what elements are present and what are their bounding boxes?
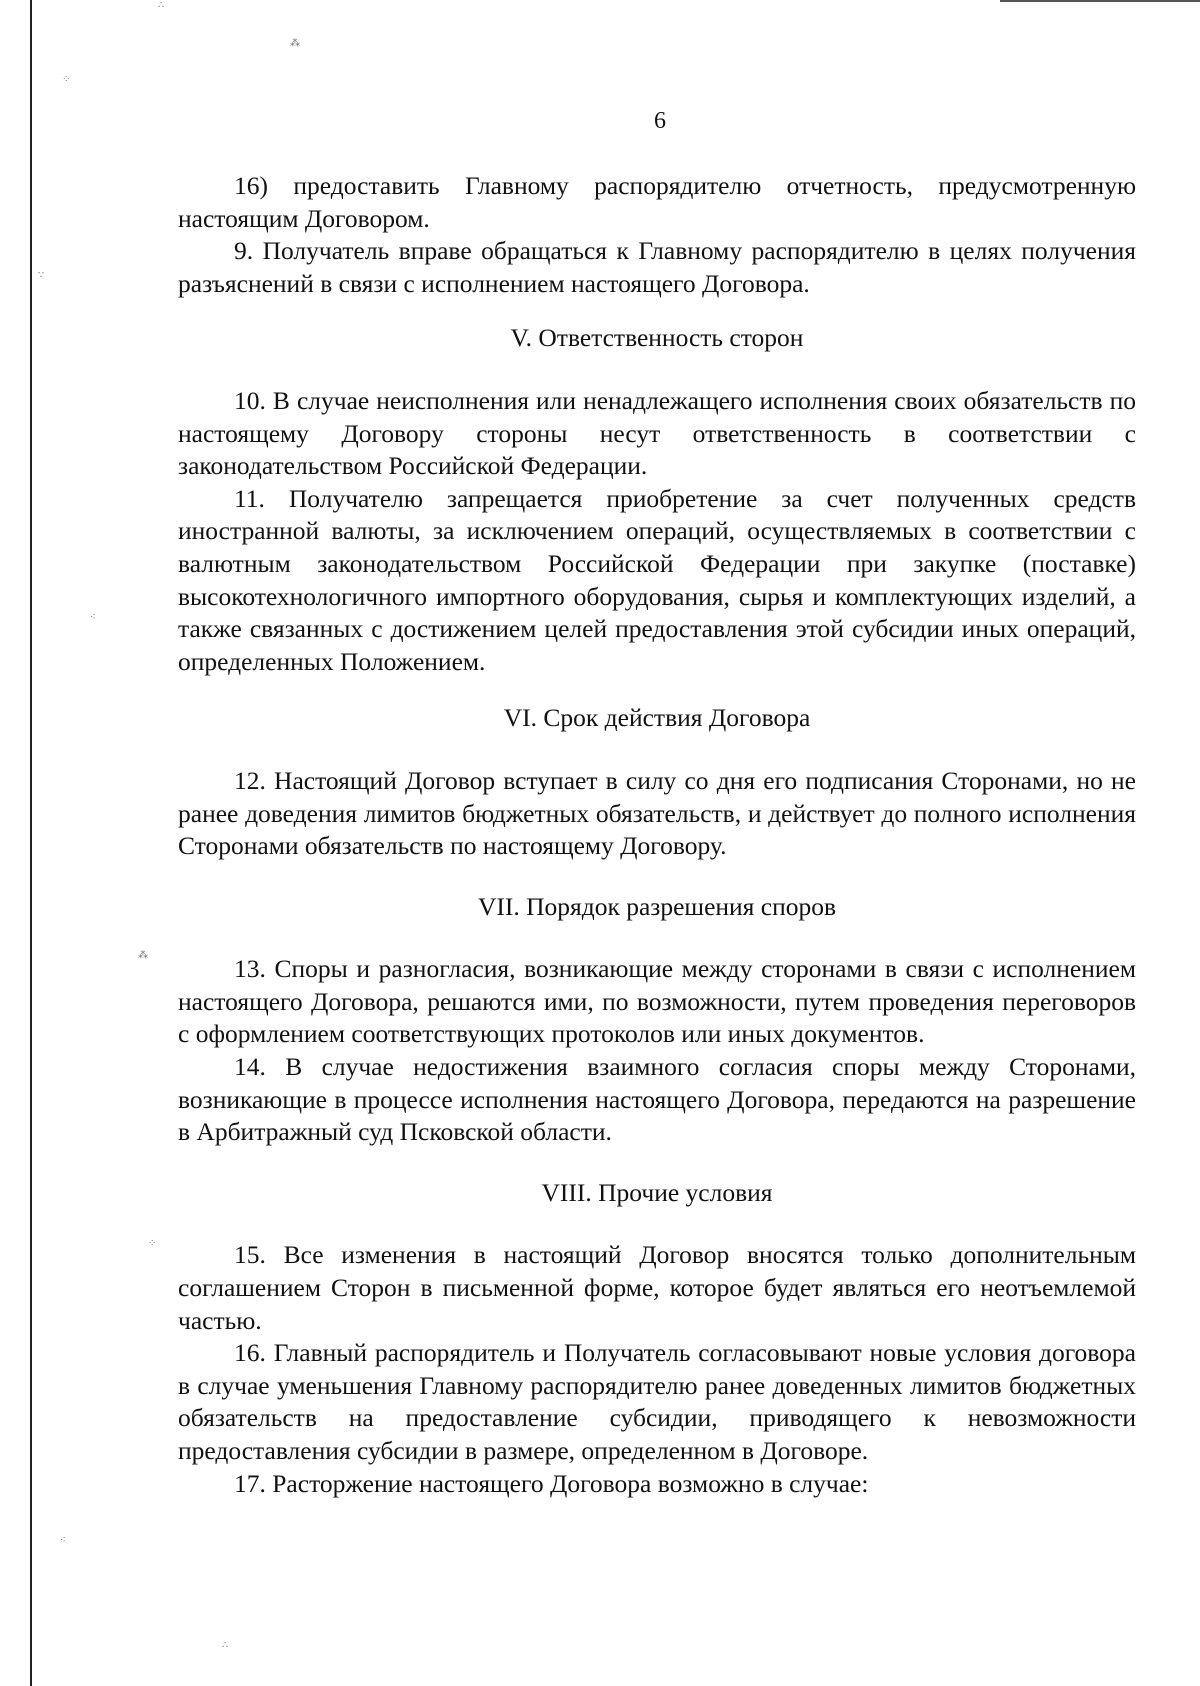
document-body [178, 170, 1136, 1500]
scan-speck: ∴ [158, 0, 165, 11]
paragraph: 12. Настоящий Договор вступает в силу со дня его подписания Сторонами, но не ранее доведения лимитов бюджетных обязательств, и действует до полного исполнения Сторонами обязательств по настоящему Договору. [178, 765, 1136, 861]
paragraph: 13. Споры и разногласия, возникающие между сторонами в связи с исполнением настоящего Договора, решаются ими, по возможности, путем проведения переговоров с оформлением соответствующих протоколов или иных документов. [178, 954, 1136, 1049]
section-heading: VIII. Прочие условия [541, 1177, 773, 1207]
scan-speck: ⁖ [90, 612, 96, 623]
paragraph: 16. Главный распорядитель и Получатель согласовывают новые условия договора в случае уменьшения Главному распорядителю ранее доведенных лимитов бюджетных обязательств на предоставление субсидии, приводящего к невозможности предоставления субсидии в размере, определенном в Договоре. [178, 1338, 1136, 1465]
paragraph: 16) предоставить Главному распорядителю отчетность, предусмотренную настоящим Договором. [178, 171, 1136, 233]
scan-speck: ⁂ [290, 38, 300, 49]
paragraph: 14. В случае недостижения взаимного согласия споры между Сторонами, возникающие в процессе исполнения настоящего Договора, передаются на разрешение в Арбитражный суд Псковской области. [178, 1052, 1136, 1147]
scan-top-border [1000, 0, 1200, 2]
paragraph: 11. Получателю запрещается приобретение за счет полученных средств иностранной валюты, за исключением операций, осуществляемых в соответствии с валютным законодательством Российской Федерации при закупке (поставке) высокотехнологичного импортного оборудования, сырья и комплектующих изделий, а также связанных с достижением целей предоставления этой субсидии иных операций, определенных Положением. [178, 483, 1136, 676]
section-heading: VI. Срок действия Договора [503, 703, 811, 733]
page-number: 6 [654, 108, 666, 134]
scan-speck: ∴ [222, 1640, 229, 1651]
scan-speck: ⁖ [60, 1535, 66, 1546]
paragraph: 15. Все изменения в настоящий Договор вносятся только дополнительным соглашением Сторон в письменной форме, которое будет являться его неотъемлемой частью. [178, 1240, 1136, 1335]
scan-speck: ⁂ [138, 950, 148, 961]
scan-left-border [30, 0, 32, 1686]
scan-speck: ⁘ [62, 74, 71, 85]
section-heading: VII. Порядок разрешения споров [477, 891, 837, 921]
section-heading: V. Ответственность сторон [510, 323, 804, 353]
scan-speck: ∵ [38, 270, 45, 281]
paragraph: 10. В случае неисполнения или ненадлежащего исполнения своих обязательств по настоящему Договору стороны несут ответственность в соответствии с законодательством Российской Федерации. [178, 385, 1136, 481]
paragraph: 9. Получатель вправе обращаться к Главному распорядителю в целях получения разъяснений в связи с исполнением настоящего Договора. [178, 236, 1136, 298]
paragraph: 17. Расторжение настоящего Договора возможно в случае: [234, 1468, 869, 1498]
scan-speck: ⁘ [148, 1238, 157, 1249]
